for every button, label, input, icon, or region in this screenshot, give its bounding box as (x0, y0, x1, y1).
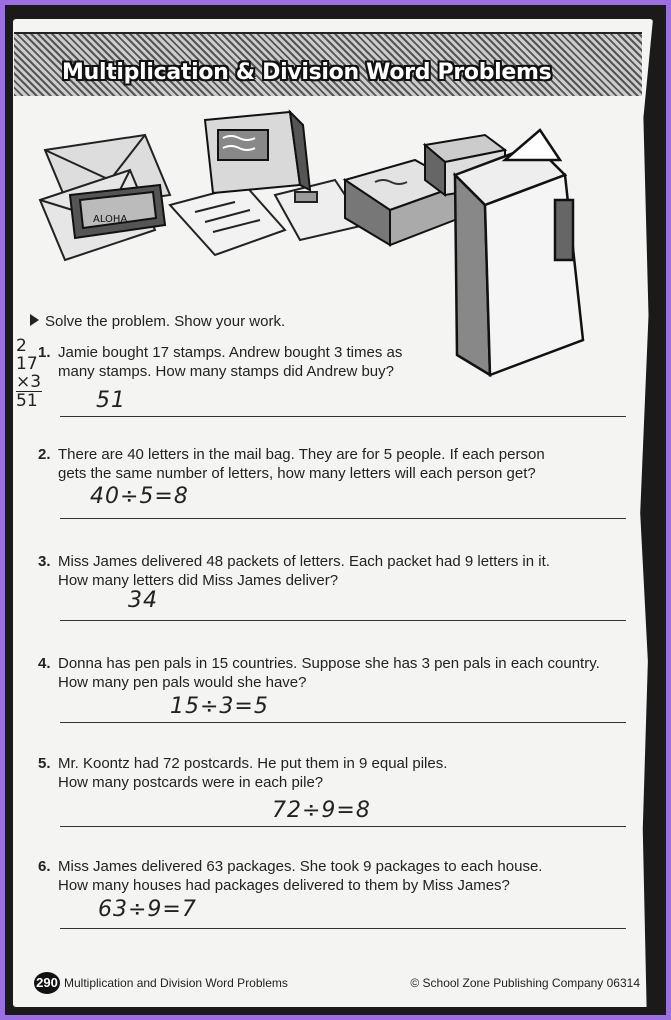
problem-number: 1. (38, 344, 51, 361)
footer-section-title: Multiplication and Division Word Problems (64, 976, 288, 990)
aloha-label: ALOHA (93, 214, 128, 225)
problem-item (38, 754, 478, 792)
margin-work-line: 2 (16, 336, 27, 356)
problem-item (38, 857, 558, 895)
answer-line (60, 928, 626, 929)
problem-number: 6. (38, 858, 51, 875)
problem-text: Miss James delivered 48 packets of letters. Each packet had 9 letters in it. How many letters did Miss James deliver? (58, 553, 550, 589)
footer-copyright: © School Zone Publishing Company 06314 (410, 976, 640, 990)
margin-work-line: ×3 (16, 372, 42, 392)
answer-line (60, 620, 626, 621)
problem-item (38, 445, 578, 483)
answer-line (60, 826, 626, 827)
handwritten-answer: 15÷3=5 (170, 694, 269, 719)
problem-item (38, 552, 578, 590)
problem-text: Jamie bought 17 stamps. Andrew bought 3 times as many stamps. How many stamps did Andrew buy? (58, 344, 403, 380)
problem-text: Donna has pen pals in 15 countries. Suppose she has 3 pen pals in each country. How many pen pals would she have? (58, 655, 600, 691)
problem-text: Mr. Koontz had 72 postcards. He put them in 9 equal piles. How many postcards were in each pile? (58, 755, 448, 791)
problem-number: 3. (38, 553, 51, 570)
package-box-icon (205, 112, 310, 193)
margin-work-line: 17 (16, 354, 38, 374)
answer-line (60, 722, 626, 723)
problem-text: There are 40 letters in the mail bag. They are for 5 people. If each person gets the same number of letters, how many letters will each person get? (58, 446, 545, 482)
problem-item (38, 343, 428, 381)
arrow-bullet-icon (30, 314, 39, 326)
handwritten-answer: 72÷9=8 (272, 798, 371, 823)
page-title: Multiplication & Division Word Problems (62, 60, 552, 85)
answer-line (60, 416, 626, 417)
problem-number: 2. (38, 446, 51, 463)
handwritten-answer: 34 (128, 588, 158, 613)
problem-text: Miss James delivered 63 packages. She took 9 packages to each house. How many houses had packages delivered to them by Miss James? (58, 858, 543, 894)
handwritten-answer: 63÷9=7 (98, 897, 197, 922)
problem-number: 5. (38, 755, 51, 772)
margin-work-line: 51 (16, 391, 38, 411)
problem-item (38, 654, 618, 692)
page-footer (34, 972, 646, 994)
letter-icon (170, 185, 285, 255)
mail-bin-icon (455, 130, 583, 375)
handwritten-answer: 51 (96, 388, 126, 413)
page-number: 290 (34, 972, 60, 994)
instruction-text: Solve the problem. Show your work. (30, 313, 285, 330)
problem-number: 4. (38, 655, 51, 672)
handwritten-answer: 40÷5=8 (90, 484, 189, 509)
answer-line (60, 518, 626, 519)
